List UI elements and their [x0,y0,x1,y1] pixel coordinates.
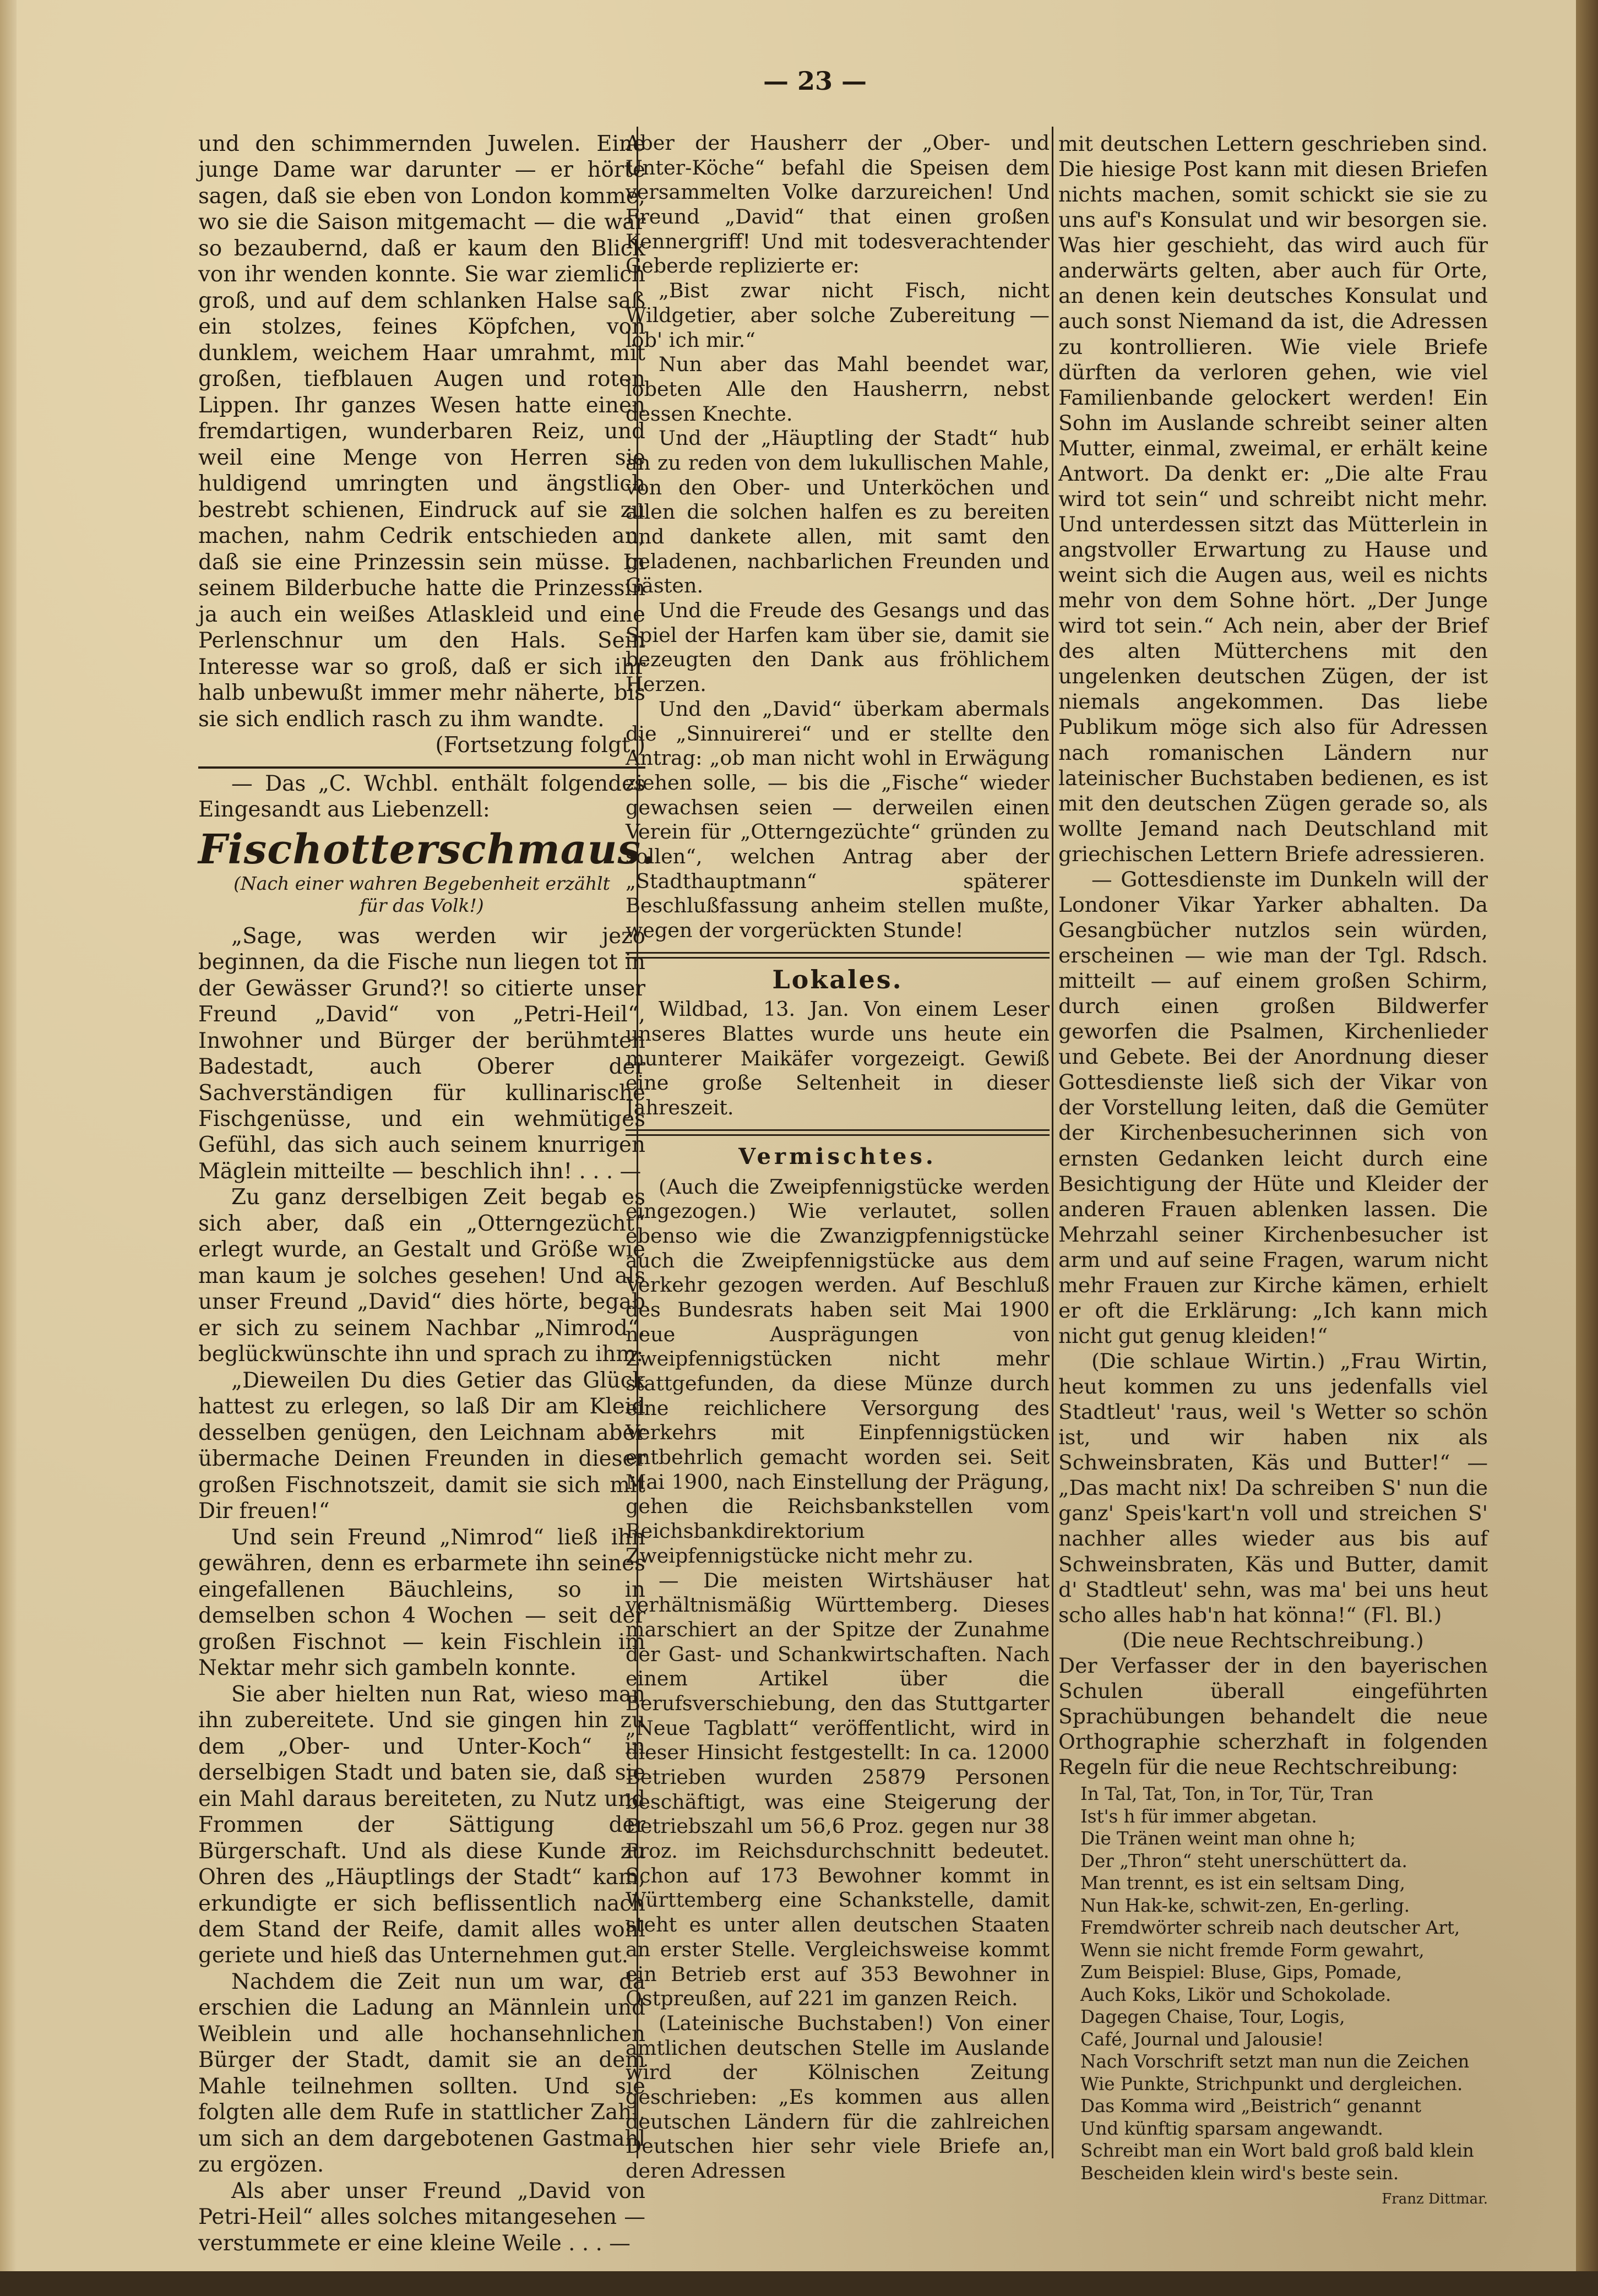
page-bottom-edge [0,2271,1598,2296]
poem-line: Bescheiden klein wird's beste sein. [1080,2162,1399,2184]
vermischtes-paragraph: (Auch die Zweipfennigstücke werden eingezogen.) Wie verlautet, sollen ebenso wie die Zwanzigpfennigstücke auch die Zweipfennigstücke aus dem Verkehr gezogen werden. Auf Beschluß des Bundesrats haben seit Mai 1900 neue Ausprägungen von Zweipfennigstücken nicht mehr stattgefunden, da diese Münze durch eine reichlichere Versorgung des Verkehrs mit Einpfennigstücken entbehrlich gemacht worden sei. Seit Mai 1900, nach Einstellung der Prägung, gehen die Reichsbankstellen vom Reichsbankdirektorium Zweipfennigstücke nicht mehr zu. [626,1174,1050,1568]
poem-line: Zum Beispiel: Bluse, Gips, Pomade, [1080,1962,1402,1983]
poem [1080,1783,1488,2184]
article-divider [198,766,645,769]
poem-line: Nun Hak-ke, schwit-zen, En-gerling. [1080,1895,1410,1916]
poem-line: In Tal, Tat, Ton, in Tor, Tür, Tran [1080,1783,1374,1805]
article-subheadline: (Nach einer wahren Begebenheit erzählt für das Volk!) [233,872,610,916]
poem-line: Ist's h für immer abgetan. [1080,1805,1317,1827]
column-left [198,131,656,2256]
page-binding-edge [1576,0,1598,2296]
article-paragraph: — Gottesdienste im Dunkeln will der Londoner Vikar Yarker abhalten. Da Gesangbücher nutzlos sein würden, erscheinen — wie man der Tgl. Rdsch. mitteilt — auf einem großen Schirm, durch einen großen Bildwerfer geworfen die Psalmen, Kirchenlieder und Gebete. Bei der Anordnung dieser Gottesdienste ließ sich der Vikar von der Vorstellung leiten, daß die Gemüter der Kirchenbesucherinnen sich von ernsten Gedanken leicht durch eine Besichtigung der Hüte und Kleider der anderen Frauen ablenken lassen. Die Mehrzahl seiner Kirchenbesucher ist arm und auf seine Fragen, warum nicht mehr Frauen zur Kirche kämen, erhielt er oft die Erklärung: „Ich kann mich nicht gut genug kleiden!“ [1058,867,1488,1348]
rechtschreibung-title: (Die neue Rechtschreibung.) [1122,1628,1424,1652]
column-divider-2 [1052,127,1053,2158]
article-paragraph: Der Verfasser der in den bayerischen Schulen überall eingeführten Sprachübungen behandelt die neue Orthographie scherzhaft in folgenden Regeln für die neue Rechtschreibung: [1058,1653,1488,1779]
eingesandt-intro: — Das „C. Wchbl. enthält folgendes Eingesandt aus Liebenzell: [198,771,645,823]
column-right [1058,131,1488,2212]
article-paragraph: Aber der Hausherr der „Ober- und Unter-Köche“ befahl die Speisen dem versammelten Volke darzureichen! Und Freund „David“ that einen großen Kennergriff! Und mit todesverachtender Geberde replizierte er: [626,131,1050,278]
article-paragraph: Zu ganz derselbigen Zeit begab es sich aber, daß ein „Otterngezücht“ erlegt wurde, an Gestalt und Größe wie man kaum je solches gesehen! Und als unser Freund „David“ dies hörte, begab er sich zu seinem Nachbar „Nimrod“, beglückwünschte ihn und sprach zu ihm: [198,1185,645,1367]
poem-line: Schreibt man ein Wort bald groß bald klein [1080,2140,1474,2162]
poem-line: Fremdwörter schreib nach deutscher Art, [1080,1917,1460,1939]
article-paragraph: Als aber unser Freund „David von Petri-Heil“ alles solches mitangesehen — verstummete er eine kleine Weile . . . — [198,2178,645,2256]
page-left-edge [0,0,17,2296]
article-paragraph: „Dieweilen Du dies Getier das Glück hattest zu erlegen, so laß Dir am Kleid desselben genügen, den Leichnam aber übermache Deinen Freunden in dieser großen Fischnotszeit, damit sie sich mit Dir freuen!“ [198,1368,645,1524]
section-divider [626,1129,1050,1136]
poem-line: Wenn sie nicht fremde Form gewahrt, [1080,1939,1425,1961]
vermischtes-paragraph: — Die meisten Wirtshäuser hat verhältnismäßig Württemberg. Dieses marschiert an der Spitze der Zunahme der Gast- und Schankwirtschaften. Nach einem Artikel über die Berufsverschiebung, den das Stuttgarter „Neue Tagblatt“ veröffentlicht, wird in dieser Hinsicht festgestellt: In ca. 12000 Betrieben wurden 25879 Personen beschäftigt, was eine Steigerung der Betriebszahl um 56,6 Proz. gegen nur 38 Proz. im Reichsdurchschnitt bedeutet. Schon auf 173 Bewohner kommt in Württemberg eine Schankstelle, damit steht es unter allen deutschen Staaten an erster Stelle. Vergleichsweise kommt ein Betrieb erst auf 353 Bewohner in Ostpreußen, auf 221 im ganzen Reich. [626,1568,1050,2011]
poem-line: Wie Punkte, Strichpunkt und dergleichen. [1080,2073,1463,2094]
column-middle [626,131,1050,2184]
poem-line: Auch Koks, Likör und Schokolade. [1080,1984,1392,2005]
article-paragraph: Und der „Häuptling der Stadt“ hub an zu reden von dem lukullischen Mahle, von den Ober- und Unterköchen und allen die solchen halfen es zu bereiten und dankete allen, mit samt den geladenen, nachbarlichen Freunden und Gästen. [626,426,1050,598]
to-be-continued: (Fortsetzung folgt.) [435,733,645,758]
story-continuation: und den schimmernden Juwelen. Eine junge Dame war darunter — er hörte sagen, daß sie eben von London komme, wo sie die Saison mitgemacht — die war so bezaubernd, daß er kaum den Blick von ihr wenden konnte. Sie war ziemlich groß, und auf dem schlanken Halse saß ein stolzes, feines Köpfchen, von dunklem, weichem Haar umrahmt, mit großen, tiefblauen Augen und roten Lippen. Ihr ganzes Wesen hatte einen fremdartigen, wunderbaren Reiz, und weil eine Menge von Herren sie huldigend umringten und ängstlich bestrebt schienen, Eindruck auf sie zu machen, nahm Cedrik entschieden an, daß sie eine Prinzessin sein müsse. In seinem Bilderbuche hatte die Prinzessin ja auch ein weißes Atlaskleid und eine Perlenschnur um den Hals. Sein Interesse war so groß, daß er sich ihr halb unbewußt immer mehr näherte, bis sie sich endlich rasch zu ihm wandte. [198,132,645,732]
lokales-paragraph: Wildbad, 13. Jan. Von einem Leser unseres Blattes wurde uns heute ein munterer Maikäfer vorgezeigt. Gewiß eine große Seltenheit in dieser Jahreszeit. [626,997,1050,1120]
article-paragraph: „Bist zwar nicht Fisch, nicht Wildgetier, aber solche Zubereitung — lob' ich mir.“ [626,279,1050,352]
vermischtes-paragraph: (Lateinische Buchstaben!) Von einer amtlichen deutschen Stelle im Auslande wird der Kölnischen Zeitung geschrieben: „Es kommen aus allen deutschen Ländern für die zahlreichen Deutschen hier sehr viele Briefe an, deren Adressen [626,2011,1050,2183]
article-paragraph: Sie aber hielten nun Rat, wieso man ihn zubereitete. Und sie gingen hin zu dem „Ober- und Unter-Koch“ in derselbigen Stadt und baten sie, daß sie ein Mahl daraus bereiteten, zu Nutz und Frommen der Sättigung der Bürgerschaft. Und als diese Kunde zu Ohren des „Häuptlings der Stadt“ kam, erkundigte er sich beflissentlich nach dem Stand der Reife, damit alles wohl geriete und hieß das Unternehmen gut. [198,1682,645,1968]
poem-signature: Franz Dittmar. [1382,2191,1488,2208]
article-paragraph: Nun aber das Mahl beendet war, lobeten Alle den Hausherrn, nebst dessen Knechte. [626,352,1050,426]
section-heading-lokales: Lokales. [772,964,903,994]
poem-line: Der „Thron“ steht unerschüttert da. [1080,1850,1407,1871]
poem-line: Nach Vorschrift setzt man nun die Zeichen [1080,2051,1470,2072]
poem-line: Man trennt, es ist ein seltsam Ding, [1080,1873,1406,1894]
article-paragraph: „Sage, was werden wir jezo beginnen, da die Fische nun liegen tot in der Gewässer Grund?! so citierte unser Freund „David“ von „Petri-Heil“, Inwohner und Bürger der berühmten Badestadt, auch Oberer der Sachverständigen für kullinarische Fischgenüsse, und ein wehmütiges Gefühl, das sich auch seinem knurrigen Mäglein mitteilte — beschlich ihn! . . . — [198,923,645,1184]
poem-line: Die Tränen weint man ohne h; [1080,1828,1356,1849]
article-paragraph: Und sein Freund „Nimrod“ ließ ihn gewähren, denn es erbarmete ihn seines eingefallenen Bäuchleins, so in demselben schon 4 Wochen — seit der großen Fischnot — kein Fischlein im Nektar mehr sich gambeln konnte. [198,1525,645,1681]
page-number: — 23 — [763,66,867,96]
article-paragraph: (Die schlaue Wirtin.) „Frau Wirtin, heut kommen zu uns jedenfalls viel Stadtleut' 'raus, weil 's Wetter so schön ist, und wir haben nix als Schweinsbraten, Käs und Butter!“ — „Das macht nix! Da schreiben S' nun die ganz' Speis'kart'n voll und streichen S' nachher alles wieder aus bis auf Schweinsbraten, Käs und Butter, damit d' Stadtleut' sehn, was ma' bei uns heut scho alles hab'n hat könna!“ (Fl. Bl.) [1058,1349,1488,1627]
article-paragraph: Und die Freude des Gesangs und das Spiel der Harfen kam über sie, damit sie bezeugten den Dank aus fröhlichem Herzen. [626,599,1050,697]
poem-line: Café, Journal und Jalousie! [1080,2028,1324,2050]
section-divider [626,952,1050,959]
poem-line: Dagegen Chaise, Tour, Logis, [1080,2006,1345,2028]
poem-line: Das Komma wird „Beistrich“ genannt [1080,2096,1422,2117]
article-paragraph: mit deutschen Lettern geschrieben sind. Die hiesige Post kann mit diesen Briefen nichts machen, somit schickt sie sie zu uns auf's Konsulat und wir besorgen sie. Was hier geschieht, das wird auch für anderwärts gelten, aber auch für Orte, an denen kein deutsches Konsulat und auch sonst Niemand da ist, die Adressen zu kontrollieren. Wie viele Briefe dürften da verloren gehen, wie viel Familienbande gelockert werden! Ein Sohn im Auslande schreibt seiner alten Mutter, einmal, zweimal, er erhält keine Antwort. Da denkt er: „Die alte Frau wird tot sein“ und schreibt nicht mehr. Und unterdessen sitzt das Mütterlein in angstvoller Erwartung zu Hause und weint sich die Augen aus, weil es nichts mehr von dem Sohne hört. „Der Junge wird tot sein.“ Ach nein, aber der Brief des alten Mütterchens mit den ungelenken deutschen Zügen, der ist niemals angekommen. Das liebe Publikum möge sich also für Adressen nach romanischen Ländern nur lateinischer Buchstaben bedienen, es ist mit den deutschen Zügen gerade so, als wollte Jemand nach Deutschland mit griechischen Lettern Briefe adressieren. [1058,132,1488,866]
article-paragraph: Nachdem die Zeit nun um war, da erschien die Ladung an Männlein und Weiblein und alle hochansehnlichen Bürger der Stadt, damit sie an dem Mahle teilnehmen sollten. Und sie folgten alle dem Rufe in stattlicher Zahl, um sich an dem dargebotenen Gastmahl zu ergözen. [198,1969,645,2178]
article-headline: Fischotterschmaus. [198,825,656,873]
poem-line: Und künftig sparsam angewandt. [1080,2118,1383,2139]
section-heading-vermischtes: Vermischtes. [738,1143,937,1169]
article-paragraph: Und den „David“ überkam abermals die „Sinnuirerei“ und er stellte den Antrag: „ob man nicht wohl in Erwägung ziehen solle, — bis die „Fische“ wieder gewachsen seien — derweilen einen Verein für „Otterngezüchte“ gründen zu sollen“, welchen Antrag aber der „Stadthauptmann“ späterer Beschlußfassung anheim stellen mußte, wegen der vorgerückten Stunde! [626,697,1050,942]
